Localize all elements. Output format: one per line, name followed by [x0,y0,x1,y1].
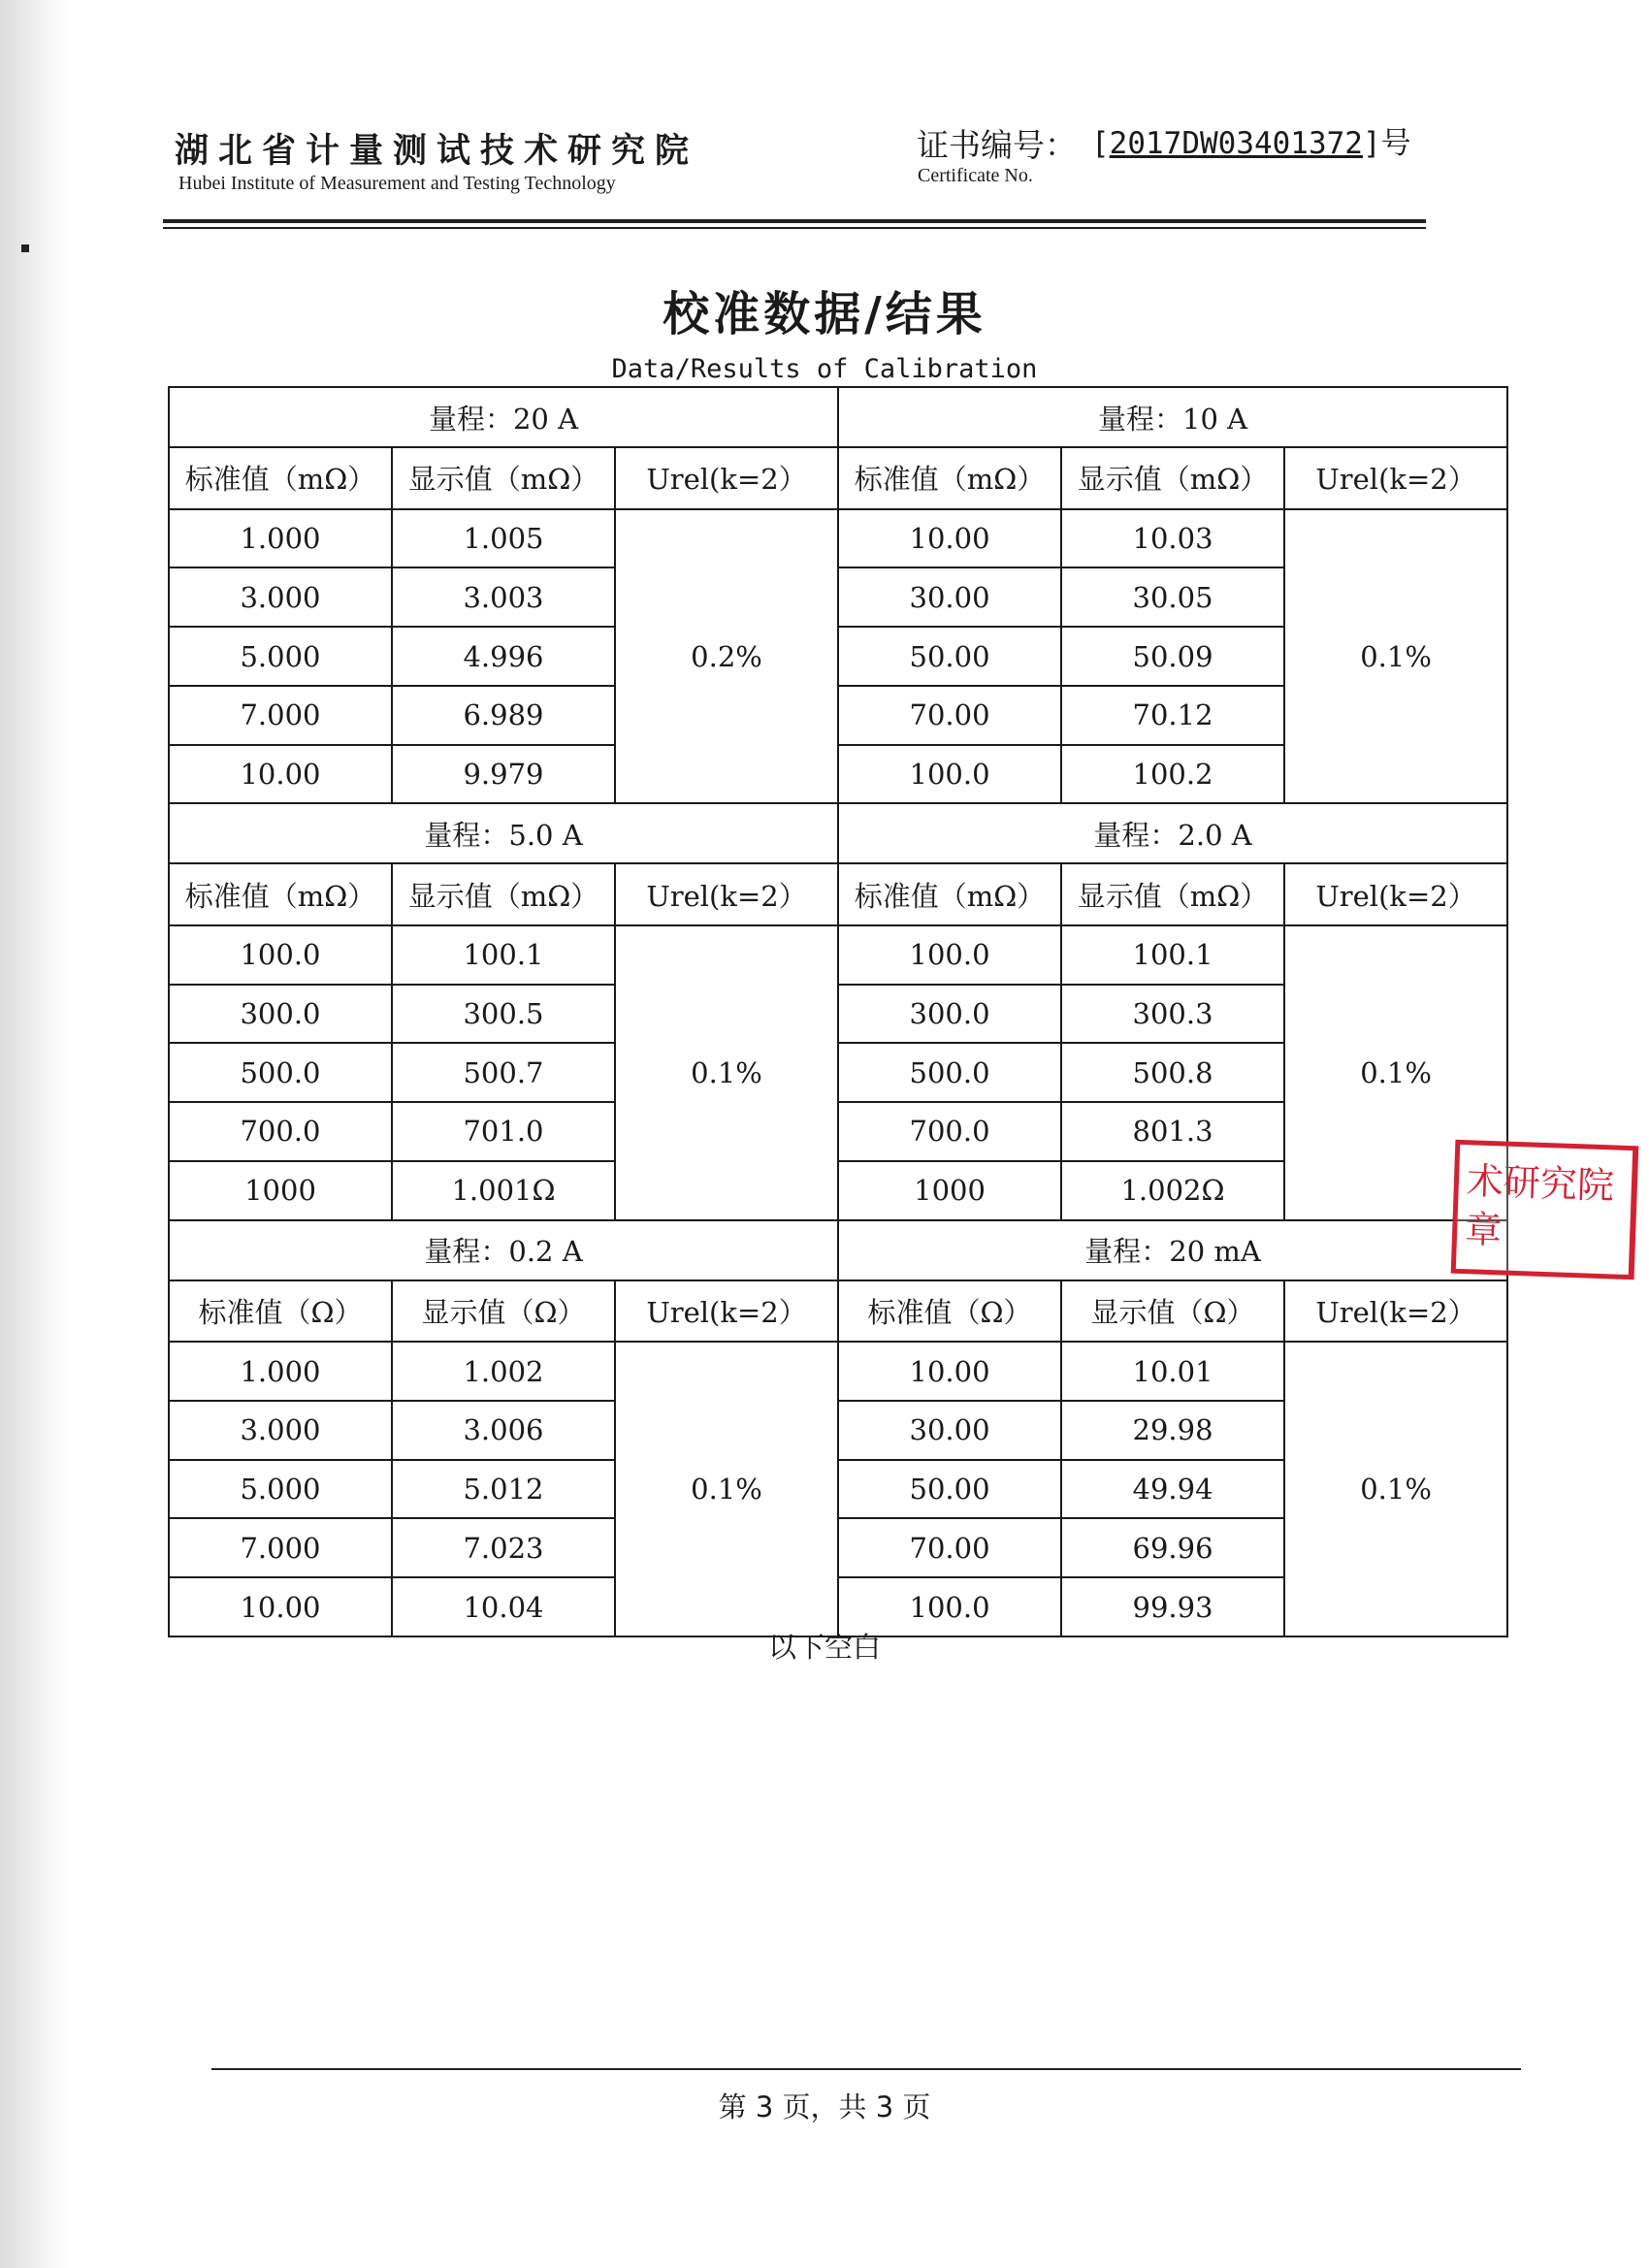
certificate-header [175,114,1436,221]
certificate-number-value: 2017DW03401372 [1109,126,1363,161]
standard-value-cell: 5.000 [169,627,392,686]
calibration-table [168,386,1508,1637]
scan-edge-mark [21,244,29,252]
header-rule-thick [163,219,1426,223]
standard-value-cell: 5.000 [169,1460,392,1519]
standard-value-cell: 10.00 [838,1342,1061,1401]
displayed-value-cell: 50.09 [1061,627,1284,686]
column-header-row [169,863,1507,925]
standard-value-cell: 3.000 [169,1401,392,1460]
range-row [169,1220,1507,1280]
stamp-text-line1: 术研究院 [1466,1159,1615,1208]
official-seal-stamp [1451,1140,1639,1280]
standard-value-cell: 500.0 [838,1043,1061,1102]
displayed-value-cell: 1.005 [392,509,615,568]
standard-value-cell: 100.0 [838,1577,1061,1636]
displayed-value-cell: 10.01 [1061,1342,1284,1401]
standard-value-cell: 7.000 [169,686,392,745]
standard-value-cell: 70.00 [838,686,1061,745]
certificate-bracket-open: [ [1091,126,1110,161]
standard-value-header: 标准值（Ω） [169,1280,392,1343]
displayed-value-cell: 5.012 [392,1460,615,1519]
standard-value-cell: 50.00 [838,627,1061,686]
certificate-label-cn: 证书编号： [917,126,1077,164]
standard-value-header: 标准值（Ω） [838,1280,1061,1343]
displayed-value-cell: 29.98 [1061,1401,1284,1460]
range-title: 量程：2.0 A [838,803,1507,863]
standard-value-cell: 700.0 [838,1102,1061,1161]
standard-value-cell: 1000 [169,1161,392,1220]
standard-value-header: 标准值（mΩ） [838,447,1061,509]
table-row [169,1342,1507,1401]
standard-value-cell: 1000 [838,1161,1061,1220]
uncertainty-cell: 0.1% [1284,1342,1507,1636]
displayed-value-cell: 500.7 [392,1043,615,1102]
calibration-table-body [169,387,1507,1636]
displayed-value-cell: 500.8 [1061,1043,1284,1102]
blank-below-note: 以下空白 [767,1631,881,1664]
table-row [169,509,1507,568]
displayed-value-cell: 100.2 [1061,745,1284,804]
displayed-value-cell: 69.96 [1061,1518,1284,1577]
standard-value-header: 标准值（mΩ） [169,863,392,925]
range-title: 量程：20 mA [838,1220,1507,1280]
displayed-value-cell: 10.04 [392,1577,615,1636]
displayed-value-cell: 4.996 [392,627,615,686]
certificate-label-en: Certificate No. [918,165,1033,186]
standard-value-cell: 30.00 [838,567,1061,627]
displayed-value-header: 显示值（Ω） [392,1280,615,1343]
range-title: 量程：20 A [169,387,838,447]
uncertainty-header: Urel(k=2） [615,447,838,509]
range-row [169,803,1507,863]
standard-value-header: 标准值（mΩ） [838,863,1061,925]
displayed-value-cell: 701.0 [392,1102,615,1161]
uncertainty-header: Urel(k=2） [1284,1280,1507,1343]
uncertainty-cell: 0.1% [1284,509,1507,804]
range-title: 量程：0.2 A [169,1220,838,1280]
uncertainty-header: Urel(k=2） [1284,863,1507,925]
standard-value-cell: 1.000 [169,1342,392,1401]
displayed-value-header: 显示值（mΩ） [392,447,615,509]
uncertainty-header: Urel(k=2） [1284,447,1507,509]
displayed-value-header: 显示值（mΩ） [1061,447,1284,509]
range-row [169,387,1507,447]
displayed-value-cell: 3.006 [392,1401,615,1460]
displayed-value-cell: 100.1 [1061,925,1284,985]
displayed-value-header: 显示值（mΩ） [1061,863,1284,925]
displayed-value-cell: 6.989 [392,686,615,745]
displayed-value-cell: 70.12 [1061,686,1284,745]
standard-value-cell: 100.0 [169,925,392,985]
uncertainty-cell: 0.1% [615,925,838,1220]
standard-value-cell: 10.00 [169,745,392,804]
displayed-value-cell: 9.979 [392,745,615,804]
displayed-value-cell: 300.5 [392,985,615,1044]
certificate-number [1091,118,1411,162]
uncertainty-cell: 0.1% [1284,925,1507,1220]
standard-value-cell: 300.0 [838,985,1061,1044]
standard-value-cell: 10.00 [838,509,1061,568]
range-title: 量程：5.0 A [169,803,838,863]
page-number: 第 3 页，共 3 页 [718,2090,931,2123]
uncertainty-header: Urel(k=2） [615,1280,838,1343]
standard-value-cell: 500.0 [169,1043,392,1102]
standard-value-cell: 1.000 [169,509,392,568]
displayed-value-cell: 30.05 [1061,567,1284,627]
standard-value-cell: 10.00 [169,1577,392,1636]
displayed-value-header: 显示值（Ω） [1061,1280,1284,1343]
institute-name-cn: 湖北省计量测试技术研究院 [175,132,699,171]
standard-value-cell: 700.0 [169,1102,392,1161]
displayed-value-cell: 49.94 [1061,1460,1284,1519]
displayed-value-cell: 10.03 [1061,509,1284,568]
displayed-value-cell: 801.3 [1061,1102,1284,1161]
certificate-bracket-close: ]号 [1362,126,1411,161]
table-row [169,925,1507,985]
uncertainty-cell: 0.2% [615,509,838,804]
page-title-cn: 校准数据/结果 [663,287,986,341]
footer-rule [211,2068,1521,2070]
standard-value-cell: 30.00 [838,1401,1061,1460]
page-title-en: Data/Results of Calibration [611,354,1038,384]
standard-value-cell: 100.0 [838,925,1061,985]
standard-value-cell: 70.00 [838,1518,1061,1577]
displayed-value-cell: 3.003 [392,567,615,627]
stamp-text-line2: 章 [1464,1208,1504,1252]
displayed-value-cell: 100.1 [392,925,615,985]
displayed-value-cell: 99.93 [1061,1577,1284,1636]
displayed-value-cell: 300.3 [1061,985,1284,1044]
standard-value-cell: 100.0 [838,745,1061,804]
uncertainty-header: Urel(k=2） [615,863,838,925]
institute-name-en: Hubei Institute of Measurement and Testing Technology [178,173,616,194]
standard-value-cell: 300.0 [169,985,392,1044]
standard-value-cell: 3.000 [169,567,392,627]
displayed-value-header: 显示值（mΩ） [392,863,615,925]
column-header-row [169,447,1507,509]
range-title: 量程：10 A [838,387,1507,447]
displayed-value-cell: 1.001Ω [392,1161,615,1220]
displayed-value-cell: 1.002 [392,1342,615,1401]
uncertainty-cell: 0.1% [615,1342,838,1636]
column-header-row [169,1280,1507,1343]
standard-value-cell: 50.00 [838,1460,1061,1519]
standard-value-cell: 7.000 [169,1518,392,1577]
displayed-value-cell: 7.023 [392,1518,615,1577]
displayed-value-cell: 1.002Ω [1061,1161,1284,1220]
header-rule-thin [163,227,1426,229]
standard-value-header: 标准值（mΩ） [169,447,392,509]
